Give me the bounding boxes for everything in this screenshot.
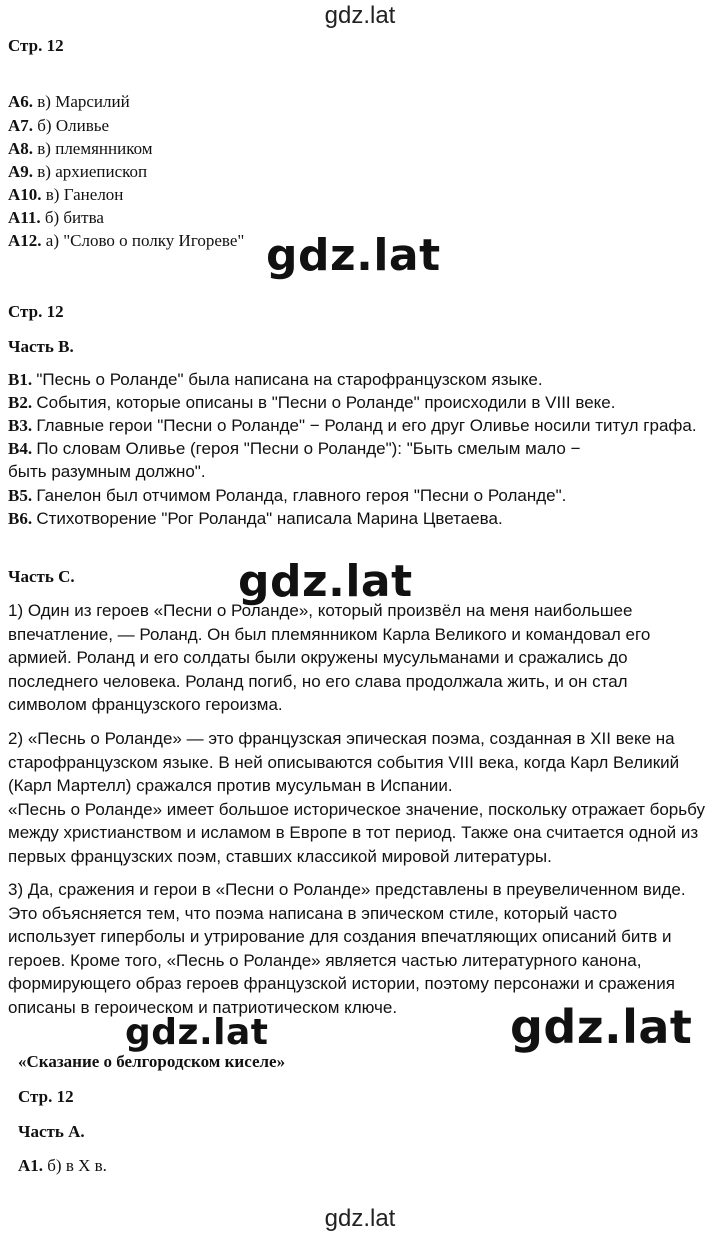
- answer-text: б) Оливье: [37, 116, 110, 135]
- paragraph-line: использует гиперболы и утрирование для создания впечатляющих описаний битв и: [8, 927, 672, 946]
- answer-text: а) "Слово о полку Игореве": [45, 231, 245, 250]
- paragraph-line: Это объясняется тем, что поэма написана в эпическом стиле, который часто: [8, 903, 618, 923]
- paragraph-line: впечатление, — Роланд. Он был племянником Карла Великого и командовал его: [8, 624, 651, 644]
- answer-text: По словам Оливье (героя "Песни о Роланде"): "Быть смелым мало −: [36, 439, 581, 458]
- answer-code: А12.: [8, 231, 42, 250]
- answer-line: [8, 162, 147, 182]
- paragraph-line: 2) «Песнь о Роланде» — это французская эпическая поэма, созданная в XII веке на: [8, 729, 675, 748]
- page-label: Стр. 12: [8, 36, 64, 55]
- watermark-overlay: gdz.lat: [510, 1000, 693, 1054]
- answer-code: А6.: [8, 92, 34, 111]
- paragraph-line: «Песнь о Роланде» имеет большое историческое значение, поскольку отражает борьбу: [8, 799, 705, 819]
- paragraph-line: описаны в героическом и патриотическом ключе.: [8, 997, 398, 1017]
- part-heading: Часть С.: [8, 567, 75, 586]
- answer-line: [8, 116, 109, 136]
- part-heading: Часть В.: [8, 337, 74, 356]
- answer-text: б) в X в.: [47, 1156, 107, 1175]
- answer-text: События, которые описаны в "Песни о Роланде" происходили в VIII веке.: [36, 393, 616, 412]
- watermark-top: gdz.lat: [324, 2, 396, 29]
- paragraph-line: героев. Кроме того, «Песнь о Роланде» является частью литературного канона,: [8, 950, 642, 970]
- paragraph-line: первых французских поэм, ставших классикой мировой литературы.: [8, 846, 552, 866]
- answer-line: [8, 92, 130, 112]
- paragraph-line: 3) Да, сражения и герои в «Песни о Роланде» представлены в преувеличенном виде.: [8, 880, 686, 899]
- part-heading: Часть А.: [18, 1122, 85, 1141]
- page-label: Стр. 12: [8, 302, 64, 321]
- watermark-overlay: gdz.lat: [238, 556, 413, 607]
- paragraph-line: символом французского героизма.: [8, 695, 283, 714]
- paragraph-line: формирующего образ героев французской истории, поэтому персонажи и сражения: [8, 974, 675, 993]
- answer-line: [8, 208, 104, 228]
- answer-code: А10.: [8, 185, 42, 204]
- answer-code: В1.: [8, 370, 33, 389]
- answer-paragraph: [8, 599, 712, 717]
- answer-line: [8, 416, 697, 436]
- answer-line: [8, 370, 543, 390]
- answer-continuation: быть разумным должно".: [8, 462, 206, 481]
- answer-line: [18, 1156, 107, 1176]
- answer-paragraph: [8, 727, 712, 868]
- page-label: Стр. 12: [18, 1087, 74, 1106]
- answer-code: А9.: [8, 162, 34, 181]
- answer-text: Стихотворение "Рог Роланда" написала Марина Цветаева.: [36, 509, 503, 528]
- answer-text: б) битва: [44, 208, 104, 227]
- answer-text: в) Ганелон: [45, 185, 124, 204]
- answer-line: [8, 231, 244, 251]
- story-title: «Сказание о белгородском киселе»: [18, 1052, 286, 1071]
- watermark-bottom: gdz.lat: [324, 1205, 396, 1232]
- answer-text: Ганелон был отчимом Роланда, главного героя "Песни о Роланде".: [36, 486, 567, 505]
- answer-text: Главные герои "Песни о Роланде" − Роланд и его друг Оливье носили титул графа.: [36, 416, 697, 435]
- answer-line: [8, 185, 123, 205]
- answer-line: [8, 439, 581, 459]
- answer-code: А8.: [8, 139, 34, 158]
- answer-code: В5.: [8, 486, 33, 505]
- answer-code: В2.: [8, 393, 33, 412]
- watermark-overlay: gdz.lat: [125, 1012, 269, 1053]
- paragraph-line: старофранцузском языке. В ней описываются события VIII века, когда Карл Великий: [8, 752, 680, 772]
- answer-paragraph: [8, 878, 712, 1019]
- answer-code: А1.: [18, 1156, 44, 1175]
- paragraph-line: между христианством и исламом в Европе в тот период. Также она считается одной из: [8, 823, 699, 842]
- answer-line: [8, 393, 615, 413]
- answer-line: [8, 139, 153, 159]
- answer-code: А11.: [8, 208, 41, 227]
- answer-text: "Песнь о Роланде" была написана на старофранцузском языке.: [36, 370, 543, 389]
- answer-code: В3.: [8, 416, 33, 435]
- answer-code: В4.: [8, 439, 33, 458]
- answer-text: в) Марсилий: [37, 92, 130, 111]
- answer-text: в) архиепископ: [37, 162, 148, 181]
- answer-line: [8, 486, 566, 506]
- paragraph-line: (Карл Мартелл) сражался против мусульман в Испании.: [8, 776, 453, 795]
- paragraph-line: армией. Роланд и его солдаты были окружены мусульманами и сражались до: [8, 648, 628, 667]
- watermark-overlay: gdz.lat: [266, 230, 441, 281]
- answer-line: [8, 509, 503, 529]
- answer-code: В6.: [8, 509, 33, 528]
- paragraph-line: 1) Один из героев «Песни о Роланде», который произвёл на меня наибольшее: [8, 601, 633, 620]
- answer-code: А7.: [8, 116, 34, 135]
- paragraph-line: последнего человека. Роланд погиб, но его слава продолжала жить, и он стал: [8, 671, 628, 691]
- answer-text: в) племянником: [37, 139, 153, 158]
